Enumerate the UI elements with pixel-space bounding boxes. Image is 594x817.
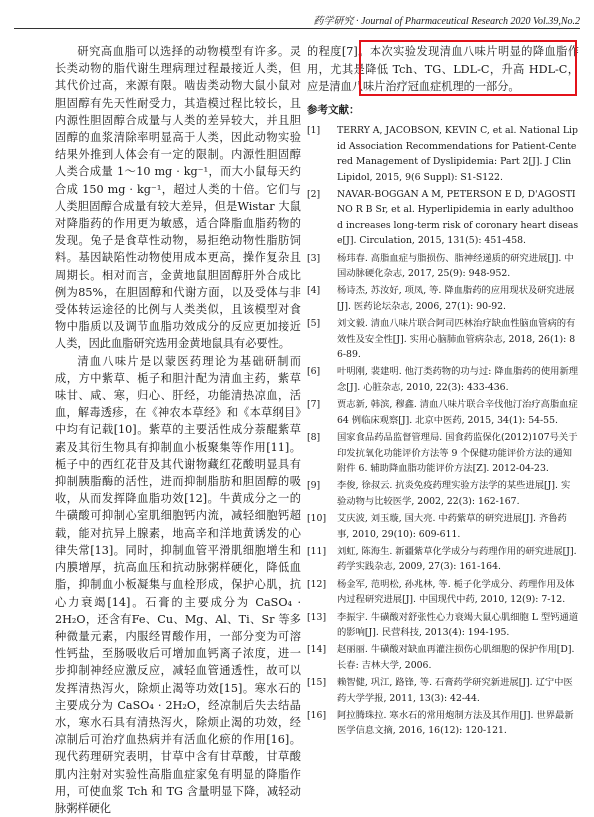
reference-item [307,577,579,608]
running-header: 药学研究 · Journal of Pharmaceutical Research 2020 Vol.39,No.2 [313,16,580,27]
reference-item [307,708,579,739]
body-paragraph: 清血八味片是以蒙医药理论为基础研制而成，方中紫草、栀子和胆汁配为清血主药，紫草味甘、咸、寒，归心、肝经，功能清热凉血，活血，解毒透疹，在《神农本草经》和《本草纲目》中均有记载[10]。紫草的主要活性成分萘醌紫草素及其衍生物具有抑制血小板聚集等作用[11]。栀子中的西红花苷及其代谢物藏红花酸明显具有抑制胰脂酶的活性，进而抑制脂肪和胆固醇的吸收，从而发挥降血脂功效[12]。牛黄成分之一的牛磺酸可抑制心室肌细胞钙内流，减轻细胞钙超载，能对抗异上腺素，地高辛和洋地黄诱发的心律失常[13]。同时，抑制血管平滑肌细胞增生和内膜增厚，抗高血压和抗动脉粥样硬化，降低血脂，抑制血小板凝集与血栓形成，保护心肌，抗心力衰竭[14]。石膏的主要成分为 CaSO₄ · 2H₂O，还含有Fe、Cu、Mg、Al、Ti、Sr 等多种微量元素，内服经胃酸作用，一部分变为可溶性钙盐，至肠吸收后可增加血钙离子浓度，进一步抑制神经应激反应，减轻血管通透性，故可以发挥清热泻火，除烦止渴等功效[15]。寒水石的主要成分为 CaSO₄ · 2H₂O，经凉制后失去结晶水，寒水石具有清热泻火，除烦止渴的功效，经凉制后可治疗血热病并有活血化瘀的作用[16]。现代药理研究表明，甘草中含有甘草酸，甘草酸肌内注射对实验性高脂血症家兔有明显的降脂作用，可使血浆 Tch 和 TG 含量明显下降，减轻动脉粥样硬化 [55,354,301,815]
reference-item [307,675,579,706]
reference-number: [3] [307,252,321,264]
reference-number: [6] [307,366,321,378]
highlighted-conclusion: 本次实验发现清血八味片明显的降血脂作用，尤其是降低 Tch、TG、LDL-C，升高 HDL-C，应是清血八味片治疗冠血症机理的一部分。 [307,45,579,94]
reference-item [307,642,579,673]
reference-item [307,283,579,314]
reference-text: 杨金军, 范明松, 孙兆林, 等. 栀子化学成分、药理作用及体内过程研究进展[J]. 中国现代中药, 2010, 12(9): 7-12. [337,578,575,606]
reference-item [307,364,579,395]
reference-number: [2] [307,189,321,200]
reference-item [307,397,579,428]
reference-number: [14] [307,644,327,656]
reference-list [307,123,579,738]
reference-number: [13] [307,611,327,623]
header-rule [14,28,580,29]
reference-text: 赖智健, 巩江, 路锋, 等. 石膏药学研究新进展[J]. 辽宁中医药大学学报, 2011, 13(3): 42-44. [337,677,573,704]
reference-item [307,187,579,249]
reference-text: 阿拉腾珠拉. 寒水石的常用炮制方法及其作用[J]. 世界最新医学信息文摘, 2016, 16(12): 120-121. [337,710,574,737]
reference-number: [1] [307,125,321,137]
body-paragraph: 研究高血脂可以选择的动物模型有许多。灵长类动物的脂代谢生理病理过程最接近人类，但其代价过高，来源有限。啮齿类动物大鼠小鼠对胆固醇有先天性耐受力，其造模过程比较长，且内源性胆固醇合成量与人类的差异较大，并且胆固醇的血浆清除率明显高于人类，因此动物实验结果外推到人体会有一定的限制。内源性胆固醇人类合成量 1～10 mg · kg⁻¹，而大小鼠每天约合成 150 mg · kg⁻¹，超过人类的十倍。它们与人类胆固醇合成量有较大差异，但是Wistar 大鼠对降脂药的作用更为敏感，适合降脂血脂药物的发现。兔子是食草性动物，易拒绝动物性脂肪饲料。基因缺陷性动物使用成本更高，操作复杂且周期长。相对而言，金黄地鼠胆固醇肝外合成比例为85%，在胆固醇和代谢方面，以及受体与非受体转运途径的比例与人类类似，且该模型对食物中脂质以及调节血脂功效成分的反应更加接近人类，因此血脂研究选用金黄地鼠具有必要性。 [55,45,301,351]
reference-item [307,478,579,509]
reference-text: 杨玮春. 高脂血症与脂损伤、脂神经递质的研究进展[J]. 中国动脉硬化杂志, 2017, 25(9): 948-952. [337,252,574,280]
reference-item [307,544,579,575]
reference-text: 国家食品药品监督管理局. 国食药监保化(2012)107号关于印发抗氧化功能评价方法等 9 个保健功能评价方法的通知附件 6. 辅助降血脂功能评价方法[Z]. 2012-04-23. [337,432,578,474]
reference-item [307,251,579,282]
reference-number: [8] [307,432,321,444]
reference-text: 李振宇. 牛磺酸对舒张性心力衰竭大鼠心肌细胞 L 型钙通道的影响[J]. 民营科技, 2013(4): 194-195. [337,611,579,638]
reference-number: [7] [307,399,321,411]
reference-text: 李俊, 徐叔云. 抗炎免疫药理实验方法学的某些进展[J]. 实验动物与比较医学, 2002, 22(3): 162-167. [337,480,571,507]
reference-item [307,511,579,542]
reference-number: [5] [307,318,321,330]
reference-number: [11] [307,545,327,557]
reference-text: 艾庆波, 刘玉璇, 国大亮. 中药紫草的研究进展[J]. 齐鲁药事, 2010, 29(10): 609-611. [337,513,567,540]
reference-text: 杨诗杰, 苏汝好, 项凤, 等. 降血脂药的应用现状及研究进展[J]. 医药论坛杂志, 2006, 27(1): 90-92. [337,285,575,312]
reference-number: [16] [307,710,327,721]
reference-item [307,123,579,185]
references-title: 参考文献： [307,103,360,116]
conclusion-paragraph [307,43,579,96]
reference-number: [12] [307,578,327,590]
reference-item [307,610,579,641]
reference-number: [4] [307,285,321,297]
right-column [307,43,579,741]
reference-item [307,430,579,476]
conclusion-lead: 的程度[7]。 [307,45,370,58]
reference-text: 赵丽丽. 牛磺酸对缺血再灌注损伤心肌细胞的保护作用[D]. 长春: 吉林大学, 2006. [337,644,575,671]
left-column [55,43,301,817]
reference-text: 贾志新, 韩滨, 穆鑫. 清血八味片联合辛伐他汀治疗高脂血症 64 例临床观察[J]. 北京中医药, 2015, 34(1): 54-55. [337,399,578,426]
reference-number: [15] [307,677,327,689]
reference-number: [10] [307,513,327,525]
reference-item [307,316,579,362]
reference-text: TERRY A, JACOBSON, KEVIN C, et al. National Lipid Association Recommendations for Patient-Centered Management of Dyslipidemia: Part 2[J]. J Clin Lipidol, 2015, 9(6 Suppl): S1-S122. [337,125,578,183]
reference-text: NAVAR-BOGGAN A M, PETERSON E D, D'AGOSTINO R B Sr, et al. Hyperlipidemia in early adulthood increases long-term risk of coronary heart disease[J]. Circulation, 2015, 131(5): 451-458. [337,189,579,247]
reference-text: 刘虹, 陈海生. 新疆紫草化学成分与药理作用的研究进展[J]. 药学实践杂志, 2009, 27(3): 161-164. [337,545,577,573]
reference-number: [9] [307,480,321,492]
reference-text: 刘文毅. 清血八味片联合阿司匹林治疗缺血性脑血管病的有效性及安全性[J]. 实用心脑肺血管病杂志, 2018, 26(1): 86-89. [337,318,576,361]
reference-text: 叶明刚, 裴建明. 他汀类药物的功与过: 降血脂药的使用新理念[J]. 心脏杂志, 2010, 22(3): 433-436. [337,366,579,393]
